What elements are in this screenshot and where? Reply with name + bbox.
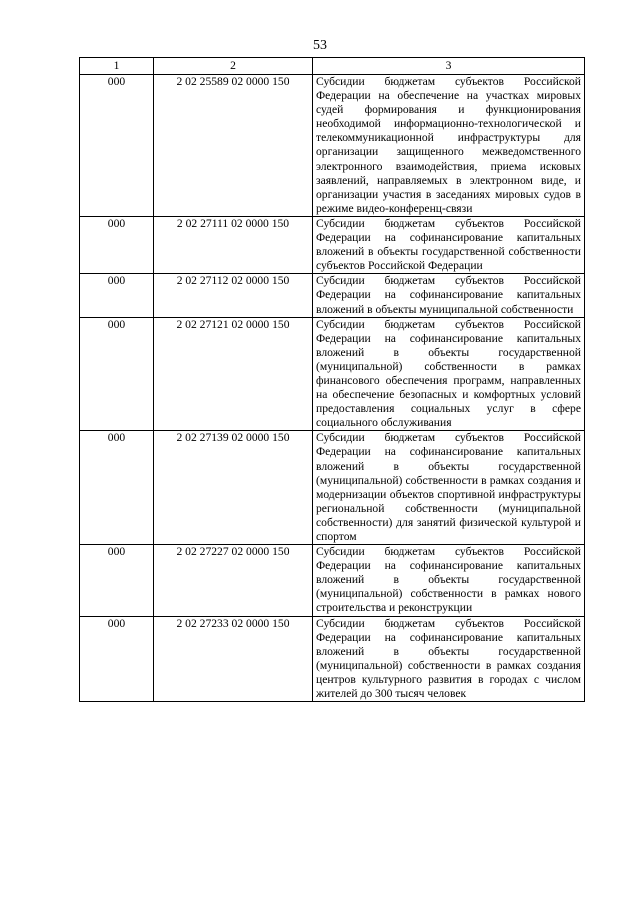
admin-code-cell: 000	[80, 431, 154, 545]
page-number: 53	[313, 38, 327, 53]
budget-code-cell: 2 02 25589 02 0000 150	[154, 75, 313, 217]
admin-code-cell: 000	[80, 216, 154, 273]
column-header-3: 3	[313, 58, 585, 75]
admin-code-cell: 000	[80, 545, 154, 616]
admin-code-cell: 000	[80, 317, 154, 431]
description-cell: Субсидии бюджетам субъектов Российской Федерации на софинансирование капитальных вложений в объекты государственной собственности субъектов Российской Федерации	[313, 216, 585, 273]
table-row	[80, 431, 585, 545]
column-header-1: 1	[80, 58, 154, 75]
budget-code-cell: 2 02 27233 02 0000 150	[154, 616, 313, 702]
description-cell: Субсидии бюджетам субъектов Российской Федерации на софинансирование капитальных вложений в объекты государственной (муниципальной) собственности в рамках финансового обеспечения программ, направленных на обеспечение безопасных и комфортных условий предоставления социальных услуг в сфере социального обслуживания	[313, 317, 585, 431]
admin-code-cell: 000	[80, 75, 154, 217]
budget-code-cell: 2 02 27121 02 0000 150	[154, 317, 313, 431]
table-row	[80, 545, 585, 616]
table-row	[80, 75, 585, 217]
admin-code-cell: 000	[80, 274, 154, 317]
table-header	[80, 58, 585, 75]
budget-code-cell: 2 02 27227 02 0000 150	[154, 545, 313, 616]
admin-code-cell: 000	[80, 616, 154, 702]
table-row	[80, 616, 585, 702]
description-cell: Субсидии бюджетам субъектов Российской Федерации на софинансирование капитальных вложений в объекты государственной (муниципальной) собственности в рамках нового строительства и реконструкции	[313, 545, 585, 616]
table-row	[80, 216, 585, 273]
description-cell: Субсидии бюджетам субъектов Российской Федерации на софинансирование капитальных вложений в объекты государственной (муниципальной) собственности в рамках создания центров культурного развития в городах с числом жителей до 300 тысяч человек	[313, 616, 585, 702]
budget-code-cell: 2 02 27112 02 0000 150	[154, 274, 313, 317]
description-cell: Субсидии бюджетам субъектов Российской Федерации на софинансирование капитальных вложений в объекты государственной (муниципальной) собственности в рамках создания и модернизации объектов спортивной инфраструктуры региональной собственности (муниципальной собственности) для занятий физической культурой и спортом	[313, 431, 585, 545]
budget-code-cell: 2 02 27111 02 0000 150	[154, 216, 313, 273]
description-cell: Субсидии бюджетам субъектов Российской Федерации на обеспечение на участках мировых судей формирования и функционирования необходимой информационно-технологической и телекоммуникационной инфраструктуры для организации защищенного межведомственного электронного взаимодействия, приема исковых заявлений, направляемых в электронном виде, и организации участия в заседаниях мировых судов в режиме видео-конференц-связи	[313, 75, 585, 217]
table-body	[80, 75, 585, 702]
column-header-2: 2	[154, 58, 313, 75]
table-row	[80, 274, 585, 317]
description-cell: Субсидии бюджетам субъектов Российской Федерации на софинансирование капитальных вложений в объекты муниципальной собственности	[313, 274, 585, 317]
table-row	[80, 317, 585, 431]
budget-code-cell: 2 02 27139 02 0000 150	[154, 431, 313, 545]
header-row	[80, 58, 585, 75]
budget-codes-table	[79, 57, 585, 702]
